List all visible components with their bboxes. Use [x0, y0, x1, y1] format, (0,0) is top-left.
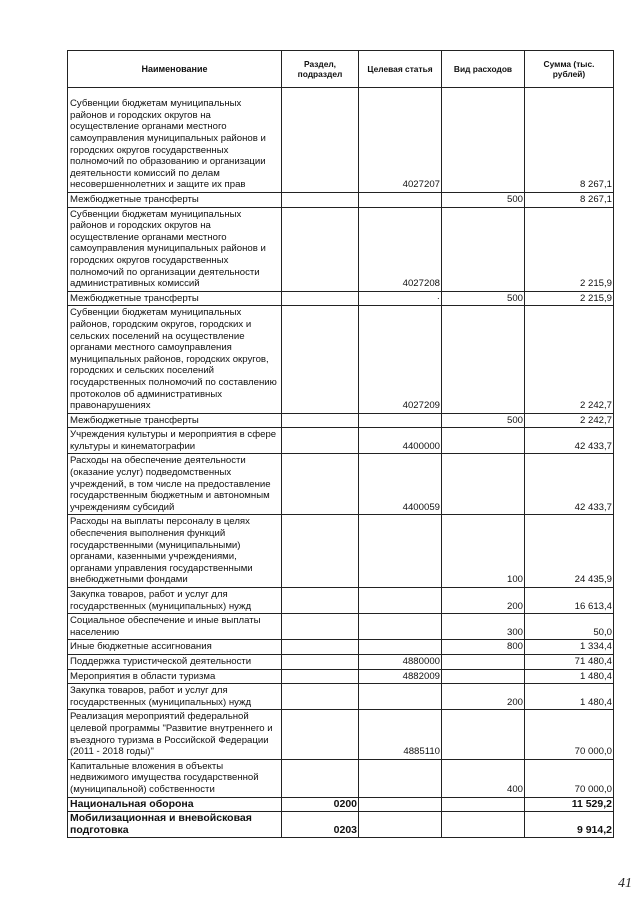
cell-target: · — [359, 291, 442, 306]
header-sum: Сумма (тыс. рублей) — [525, 51, 614, 88]
cell-name: Капитальные вложения в объекты недвижимого имущества государственной (муниципальной) собственности — [68, 759, 282, 797]
page-number: 41 — [618, 876, 632, 891]
cell-target — [359, 640, 442, 655]
cell-sum: 16 613,4 — [525, 588, 614, 614]
cell-sum: 50,0 — [525, 614, 614, 640]
cell-name: Расходы на выплаты персоналу в целях обеспечения выполнения функций государственными (муниципальными) органами, казенными учреждениями, органами управления государственными внебюджетными фондами — [68, 515, 282, 588]
cell-section — [282, 710, 359, 759]
cell-section — [282, 291, 359, 306]
table-row — [68, 797, 614, 812]
cell-name: Национальная оборона — [68, 797, 282, 812]
cell-target: 4885110 — [359, 710, 442, 759]
cell-type — [442, 454, 525, 515]
cell-target: 4882009 — [359, 669, 442, 684]
cell-name: Мобилизационная и вневойсковая подготовка — [68, 812, 282, 838]
cell-sum: 8 267,1 — [525, 193, 614, 208]
cell-target — [359, 193, 442, 208]
cell-target: 4880000 — [359, 654, 442, 669]
cell-name: Закупка товаров, работ и услуг для государственных (муниципальных) нужд — [68, 588, 282, 614]
cell-name: Реализация мероприятий федеральной целевой программы "Развитие внутреннего и въездного туризма в Российской Федерации (2011 - 2018 годы)" — [68, 710, 282, 759]
cell-name: Учреждения культуры и мероприятия в сфере культуры и кинематографии — [68, 428, 282, 454]
cell-section — [282, 669, 359, 684]
cell-target — [359, 759, 442, 797]
cell-type — [442, 207, 525, 291]
cell-name: Субвенции бюджетам муниципальных районов, городским округов, городских и сельских поселений на осуществление органами местного самоуправления муниципальных районов, городских округов, городских и сельских поселений государственных полномочий по составлению протоколов об административных правонарушениях — [68, 306, 282, 413]
cell-sum: 42 433,7 — [525, 428, 614, 454]
cell-type — [442, 306, 525, 413]
cell-section — [282, 413, 359, 428]
cell-sum: 11 529,2 — [525, 797, 614, 812]
cell-name: Мероприятия в области туризма — [68, 669, 282, 684]
cell-type: 100 — [442, 515, 525, 588]
cell-type — [442, 669, 525, 684]
cell-section — [282, 759, 359, 797]
cell-target — [359, 614, 442, 640]
cell-type — [442, 428, 525, 454]
cell-section — [282, 88, 359, 193]
header-section: Раздел, подраздел — [282, 51, 359, 88]
cell-sum: 1 480,4 — [525, 669, 614, 684]
cell-target — [359, 797, 442, 812]
table-row — [68, 669, 614, 684]
table-row — [68, 759, 614, 797]
cell-section — [282, 515, 359, 588]
cell-name: Иные бюджетные ассигнования — [68, 640, 282, 655]
cell-section: 0203 — [282, 812, 359, 838]
cell-target: 4400000 — [359, 428, 442, 454]
cell-type — [442, 88, 525, 193]
table-row — [68, 207, 614, 291]
cell-name: Межбюджетные трансферты — [68, 291, 282, 306]
cell-sum: 70 000,0 — [525, 710, 614, 759]
table-row — [68, 710, 614, 759]
budget-table — [67, 50, 614, 838]
cell-sum: 1 334,4 — [525, 640, 614, 655]
table-body — [68, 88, 614, 838]
cell-name: Поддержка туристической деятельности — [68, 654, 282, 669]
cell-type: 300 — [442, 614, 525, 640]
table-row — [68, 193, 614, 208]
table-row — [68, 654, 614, 669]
cell-sum: 42 433,7 — [525, 454, 614, 515]
cell-type — [442, 797, 525, 812]
cell-type: 500 — [442, 413, 525, 428]
cell-section — [282, 193, 359, 208]
cell-sum: 9 914,2 — [525, 812, 614, 838]
cell-name: Закупка товаров, работ и услуг для государственных (муниципальных) нужд — [68, 684, 282, 710]
cell-name: Субвенции бюджетам муниципальных районов и городских округов на осуществление органами местного самоуправления муниципальных районов и городских округов государственных полномочий по образованию и организации деятельности комиссий по делам несовершеннолетних и защите их прав — [68, 88, 282, 193]
cell-section — [282, 207, 359, 291]
cell-section — [282, 588, 359, 614]
table-row — [68, 454, 614, 515]
cell-section: 0200 — [282, 797, 359, 812]
cell-target — [359, 812, 442, 838]
header-target: Целевая статья — [359, 51, 442, 88]
cell-section — [282, 640, 359, 655]
cell-type: 400 — [442, 759, 525, 797]
cell-sum: 70 000,0 — [525, 759, 614, 797]
cell-section — [282, 454, 359, 515]
cell-type: 200 — [442, 684, 525, 710]
table-row — [68, 684, 614, 710]
cell-sum: 2 242,7 — [525, 306, 614, 413]
cell-type — [442, 812, 525, 838]
cell-target: 4027208 — [359, 207, 442, 291]
cell-type: 200 — [442, 588, 525, 614]
cell-section — [282, 306, 359, 413]
cell-sum: 2 242,7 — [525, 413, 614, 428]
cell-type: 500 — [442, 193, 525, 208]
table-row — [68, 640, 614, 655]
cell-target — [359, 588, 442, 614]
cell-section — [282, 654, 359, 669]
cell-section — [282, 684, 359, 710]
cell-type — [442, 654, 525, 669]
cell-sum: 8 267,1 — [525, 88, 614, 193]
table-row — [68, 588, 614, 614]
table-row — [68, 812, 614, 838]
cell-target — [359, 413, 442, 428]
cell-sum: 2 215,9 — [525, 207, 614, 291]
table-row — [68, 413, 614, 428]
cell-name: Расходы на обеспечение деятельности (оказание услуг) подведомственных учреждений, в том числе на предоставление государственным бюджетным и автономным учреждениям субсидий — [68, 454, 282, 515]
cell-section — [282, 614, 359, 640]
table-row — [68, 88, 614, 193]
cell-name: Межбюджетные трансферты — [68, 413, 282, 428]
cell-name: Межбюджетные трансферты — [68, 193, 282, 208]
table-row — [68, 515, 614, 588]
cell-name: Субвенции бюджетам муниципальных районов и городских округов на осуществление органами местного самоуправления муниципальных районов и городских округов государственных полномочий по организации деятельности административных комиссий — [68, 207, 282, 291]
header-type: Вид расходов — [442, 51, 525, 88]
table-row — [68, 614, 614, 640]
cell-section — [282, 428, 359, 454]
cell-target — [359, 684, 442, 710]
cell-sum: 24 435,9 — [525, 515, 614, 588]
cell-type — [442, 710, 525, 759]
budget-table-page — [67, 50, 614, 838]
cell-target: 4400059 — [359, 454, 442, 515]
table-header-row — [68, 51, 614, 88]
table-row — [68, 306, 614, 413]
cell-sum: 2 215,9 — [525, 291, 614, 306]
cell-target — [359, 515, 442, 588]
table-row — [68, 428, 614, 454]
cell-sum: 1 480,4 — [525, 684, 614, 710]
cell-sum: 71 480,4 — [525, 654, 614, 669]
cell-type: 800 — [442, 640, 525, 655]
header-name: Наименование — [68, 51, 282, 88]
cell-type: 500 — [442, 291, 525, 306]
cell-target: 4027209 — [359, 306, 442, 413]
table-row — [68, 291, 614, 306]
cell-name: Социальное обеспечение и иные выплаты населению — [68, 614, 282, 640]
cell-target: 4027207 — [359, 88, 442, 193]
